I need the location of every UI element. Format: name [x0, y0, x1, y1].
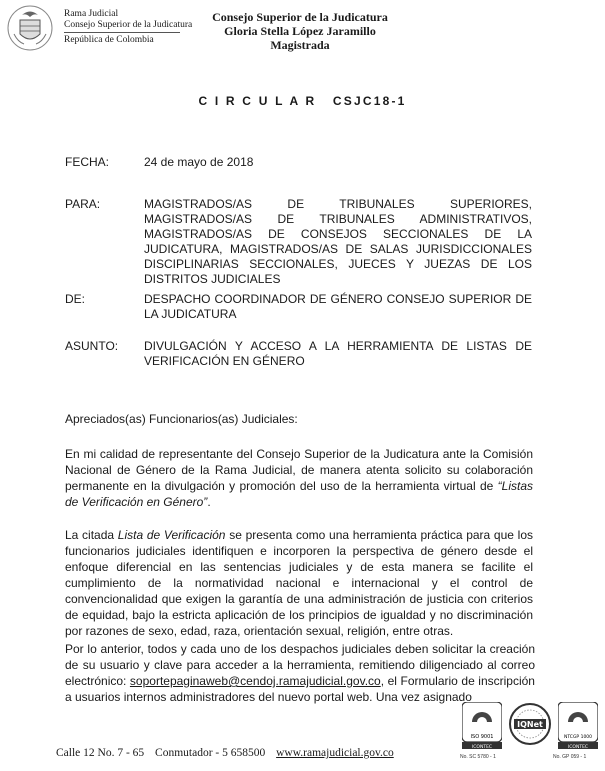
paragraph-3	[65, 641, 535, 705]
para-value: MAGISTRADOS/AS DE TRIBUNALES SUPERIORES, MAGISTRADOS/AS DE TRIBUNALES ADMINISTRATIVOS, MAGISTRADOS/AS DE CONSEJOS SECCIONALES DE LA JUDICATURA, MAGISTRADOS/AS DE SALAS JURISDICCIONALES DISCIPLINARIAS SECCIONALES, JUECES Y JUEZAS DE LOS DISTRITOS JUDICIALES	[144, 197, 532, 286]
coat-of-arms-logo	[6, 4, 54, 52]
magistrate-name: Gloria Stella López Jaramillo	[224, 24, 376, 38]
svg-text:ICONTEC: ICONTEC	[471, 745, 493, 750]
svg-text:ICONTEC: ICONTEC	[567, 745, 589, 750]
icontec-ntcgp-icon	[558, 702, 598, 750]
fecha-label: FECHA:	[65, 155, 110, 169]
footer-phone: Conmutador - 5 658500	[155, 747, 266, 759]
ntcgp-1000-certification	[553, 702, 598, 760]
org-name: Rama Judicial	[64, 9, 119, 19]
icontec-iso-icon	[462, 702, 502, 750]
support-email-link[interactable]: soportepaginaweb@cendoj.ramajudicial.gov.co	[129, 674, 381, 688]
svg-text:NTCGP 1000: NTCGP 1000	[563, 735, 593, 740]
council-name: Consejo Superior de la Judicatura	[212, 10, 388, 24]
iso-9001-certification	[460, 702, 502, 760]
footer-street: Calle 12 No. 7 - 65	[56, 747, 145, 759]
paragraph-1	[65, 446, 533, 510]
iqnet-icon	[508, 702, 552, 746]
magistrate-title: Magistrada	[270, 38, 330, 52]
asunto-value: DIVULGACIÓN Y ACCESO A LA HERRAMIENTA DE LISTAS DE VERIFICACIÓN EN GÉNERO	[144, 339, 532, 368]
paragraph-2	[65, 527, 533, 639]
de-label: DE:	[65, 292, 86, 306]
paragraph-2-text: se presenta como una herramienta práctica para que los funcionarios judiciales identifiquen e incorporen la perspectiva de género desde el enfoque diferencial en las sentencias judiciales y de esta manera se facilite el cumplimiento de la normatividad nacional e internacional y el control de convencionalidad que exigen la garantía de una administración de justicia con criterios de equidad, bajo la estricta aplicación de los principios de igualdad y no discriminación por razones de sexo, edad, raza, orientación sexual, religión, entre otras.	[65, 528, 533, 638]
footer-website-link[interactable]: www.ramajudicial.gov.co	[276, 747, 394, 759]
svg-text:ISO 9001: ISO 9001	[470, 734, 494, 740]
org-country: República de Colombia	[64, 35, 154, 45]
checklist-italic: Lista de Verificación	[117, 528, 226, 542]
organization-block	[64, 9, 192, 46]
paragraph-3-start: Por lo anterior, todos y cada uno de los despachos judiciales deben solicitar la creación de su usuario y clave para acceder a la herramienta, remitiendo diligenciado al correo electrónico:	[65, 642, 535, 688]
tool-name-italic: “Listas de Verificación en Género”	[65, 479, 533, 509]
paragraph-1-text: En mi calidad de representante del Consejo Superior de la Judicatura ante la Comisión Nacional de Género de la Rama Judicial, de manera atenta solicito su colaboración permanente en la divulgación y promoción del uso de la herramienta virtual de	[65, 447, 533, 493]
paragraph-2-start: La citada	[65, 528, 118, 542]
footer-address	[56, 747, 402, 759]
magistrate-block	[200, 10, 400, 52]
cert-3-number: No. GP 059 - 1	[553, 754, 587, 760]
org-divider	[64, 32, 180, 33]
circular-title: C I R C U L A R CSJC18-1	[198, 94, 407, 108]
de-value: DESPACHO COORDINADOR DE GÉNERO CONSEJO SUPERIOR DE LA JUDICATURA	[144, 292, 532, 321]
iqnet-certification	[508, 702, 552, 751]
org-subname: Consejo Superior de la Judicatura	[64, 20, 193, 30]
asunto-label: ASUNTO:	[65, 339, 119, 353]
salutation: Apreciados(as) Funcionarios(as) Judiciales:	[65, 412, 298, 426]
fecha-value: 24 de mayo de 2018	[144, 155, 254, 169]
svg-text:IQNet: IQNet	[517, 720, 543, 729]
para-label: PARA:	[65, 197, 101, 211]
paragraph-1-end: .	[207, 495, 211, 509]
cert-1-number: No. SC 5780 - 1	[460, 754, 496, 760]
paragraph-3-end: , el Formulario de inscripción a usuarios internos administradores del nuevo portal web. Una vez asignado	[65, 674, 535, 704]
